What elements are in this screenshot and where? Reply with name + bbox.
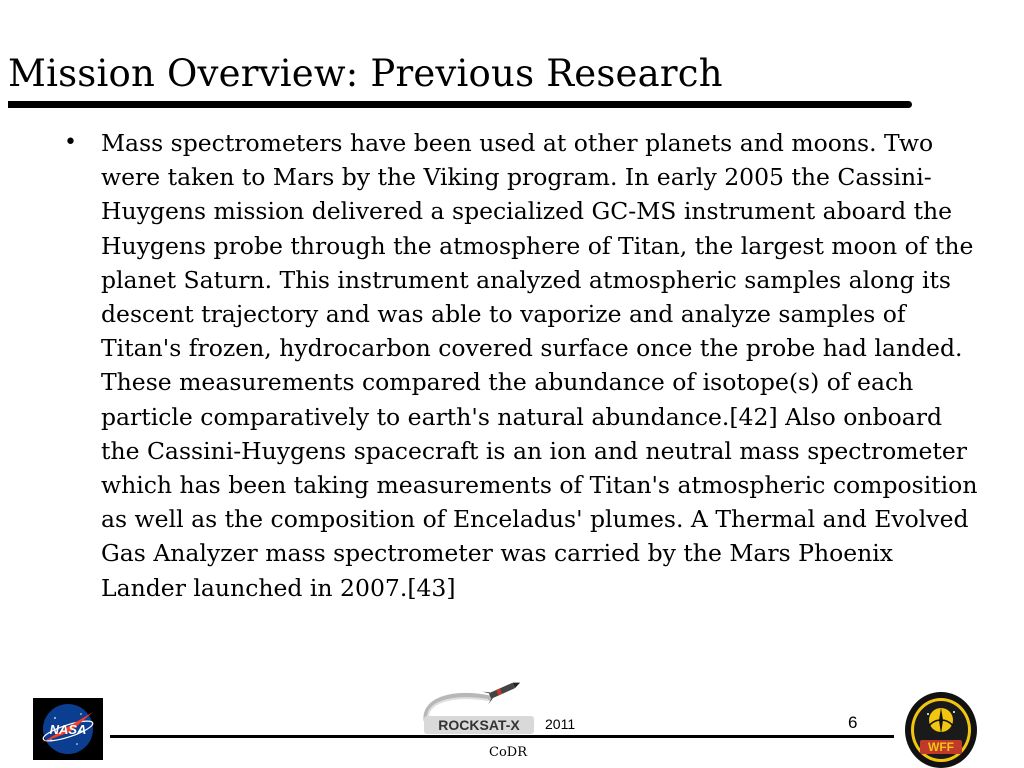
nasa-logo — [33, 698, 103, 760]
bullet-item — [62, 126, 978, 605]
bullet-dot-icon: • — [64, 130, 77, 155]
nasa-logo-text: NASA — [49, 722, 87, 737]
footer-label: CoDR — [489, 745, 527, 760]
page-number: 6 — [848, 713, 858, 732]
bullet-list — [62, 126, 978, 605]
title-underline — [8, 101, 912, 108]
wff-logo — [902, 690, 980, 768]
rocksat-logo-text: ROCKSAT-X — [438, 717, 520, 733]
rocksat-logo — [418, 674, 536, 736]
slide-title: Mission Overview: Previous Research — [8, 52, 723, 95]
wff-logo-text: WFF — [928, 740, 954, 754]
bullet-text: Mass spectrometers have been used at other planets and moons. Two were taken to Mars by the Viking program. In early 2005 the Cassini-Huygens mission delivered a specialized GC-MS instrument aboard the Huygens probe through the atmosphere of Titan, the largest moon of the planet Saturn. This instrument analyzed atmospheric samples along its descent trajectory and was able to vaporize and analyze samples of Titan's frozen, hydrocarbon covered surface once the probe had landed. These measurements compared the abundance of isotope(s) of each particle comparatively to earth's natural abundance.[42] Also onboard the Cassini-Huygens spacecraft is an ion and neutral mass spectrometer which has been taking measurements of Titan's atmospheric composition as well as the composition of Enceladus' plumes. A Thermal and Evolved Gas Analyzer mass spectrometer was carried by the Mars Phoenix Lander launched in 2007.[43] — [101, 129, 978, 602]
footer-rule — [110, 735, 894, 738]
footer-year: 2011 — [545, 716, 576, 732]
